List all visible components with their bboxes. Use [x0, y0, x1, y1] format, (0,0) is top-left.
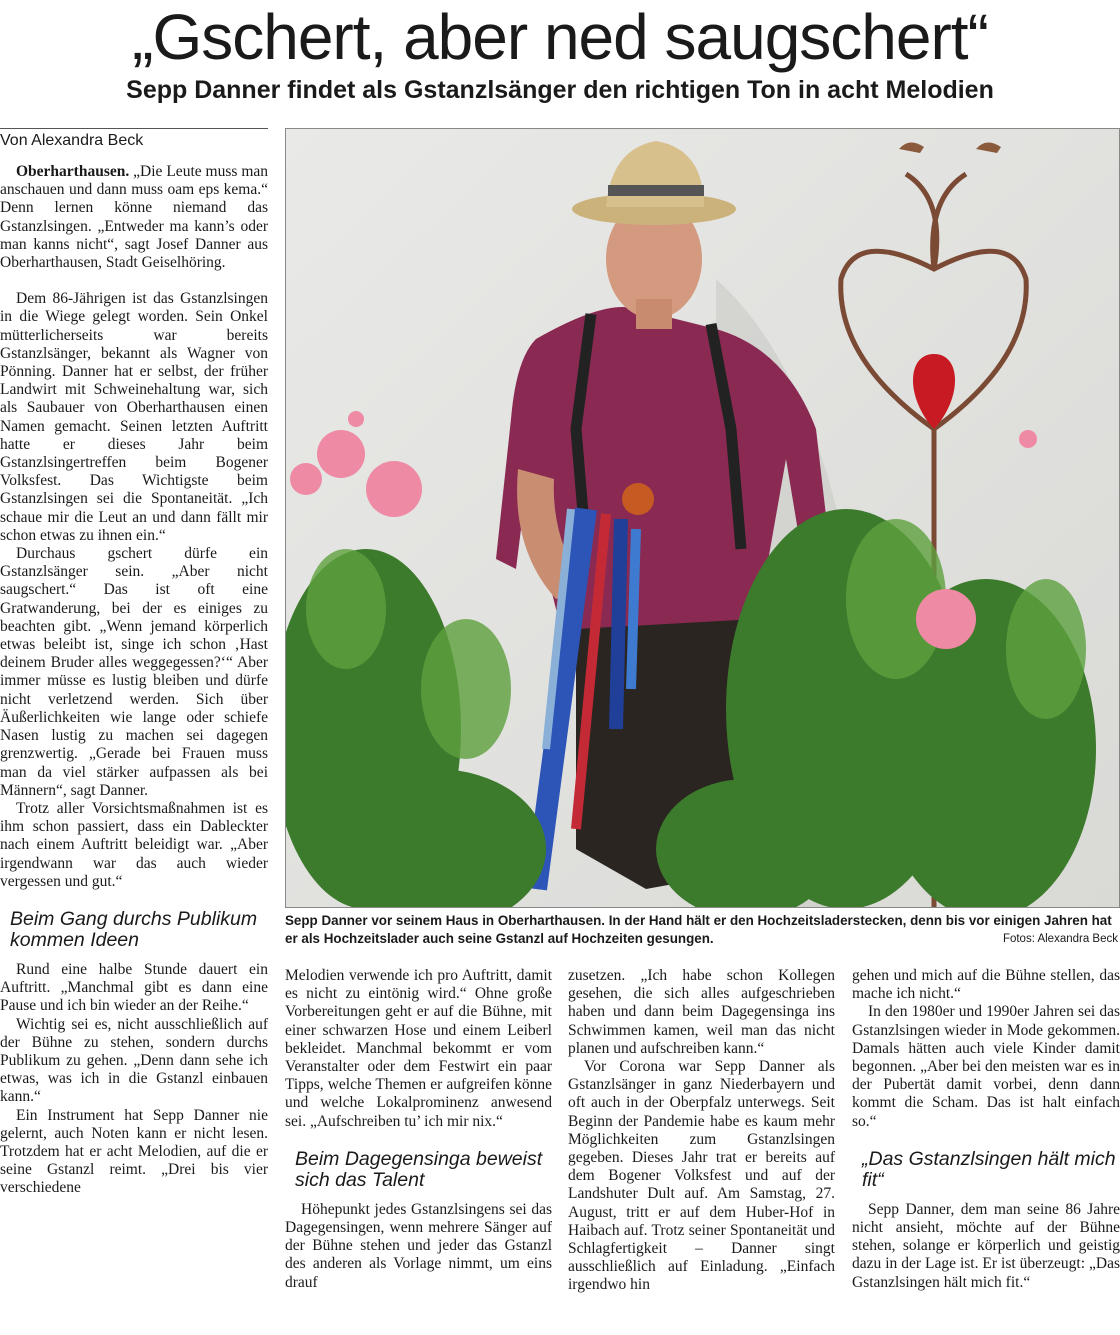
paragraph-11: Sepp Danner, dem man seine 86 Jahre nicht ansieht, möchte auf der Bühne stehen, solange er körperlich und geistig dazu in der Lage ist. Er ist überzeugt: „Das Gstanzlsingen hält mich fit.“: [852, 1200, 1120, 1291]
headline: „Gschert, aber ned saugschert“: [132, 1, 988, 73]
photo-credit: Fotos: Alexandra Beck: [1002, 933, 1118, 945]
paragraph-4: Trotz aller Vorsichtsmaßnahmen ist es ihm schon passiert, dass ein Dableckter nach einem Auftritt beleidigt war. „Aber irgendwann war das auch wieder vergessen und gut.“: [0, 799, 268, 890]
paragraph-10: In den 1980er und 1990er Jahren sei das Gstanzlsingen wieder in Mode gekommen. Damals hätten auch viele Kinder damit begonnen. „Aber bei den meisten war es in der Pubertät damit vorbei, denn dann kommt die Scham. Das ist halt einfach so.“: [852, 1003, 1120, 1130]
article-column-4: [852, 967, 1120, 1292]
byline-rule: [0, 128, 268, 129]
paragraph-8-continued: zusetzen. „Ich habe schon Kollegen gesehen, die sich alles aufgeschrieben haben und dann beim Dagegensinga ins Schwimmen kamen, weil man das nicht planen und aufschreiben kann.“: [568, 967, 835, 1057]
paragraph-7-continued: Melodien verwende ich pro Auftritt, damit es nicht zu eintönig wird.“ Ohne große Vorbereitungen geht er auf die Bühne, mit einer schwarzen Hose und einem Leiberl bekleidet. Manchmal bekommt er vom Veranstalter oder dem Festwirt ein paar Tipps, welche Themen er aufgreifen könne und welche Lokalprominenz anwesend sei. „Aufschreiben tu’ ich mir nix.“: [285, 967, 552, 1130]
paragraph-7: Ein Instrument hat Sepp Danner nie gelernt, auch Noten kann er nicht lesen. Trotzdem hat er acht Melodien, auf die er seine Gstanzl reimt. „Drei bis vier verschiedene: [0, 1106, 268, 1197]
dateline: Oberharthausen.: [16, 163, 130, 180]
article-column-1: [0, 163, 268, 1198]
paragraph-9: Vor Corona war Sepp Danner als Gstanzlsänger in ganz Niederbayern und oft auch in der Oberpfalz unterwegs. Seit Beginn der Pandemie habe es kaum mehr Möglichkeiten zum Gstanzlsingen gegeben. Dieses Jahr trat er bereits auf dem Bogener Volksfest und auf der Landshuter Dult auf. Am Samstag, 27. August, tritt er auf dem Huber-Hof in Haibach auf. Trotz seiner Spontaneität und Schlagfertigkeit – Danner singt ausschließlich auf Einladung. „Einfach irgendwo hin: [568, 1058, 835, 1294]
photo-image: [286, 129, 1120, 908]
subheading-1: Beim Gang durchs Publikum kommen Ideen: [10, 907, 258, 951]
paragraph-2: Dem 86-Jährigen ist das Gstanzlsingen in die Wiege gelegt worden. Sein Onkel mütterlicherseits war bereits Gstanzlsänger, bekannt als Wagner von Pönning. Danner hat er selbst, der früher Landwirt mit Schweinehaltung war, sich als Saubauer von Oberharthausen einen Namen gemacht. Seinen letzten Auftritt hatte er dieses Jahr beim Gstanzlsingertreffen beim Bogener Volksfest. Das Wichtigste beim Gstanzlsingen sei die Spontaneität. „Ich schaue mir die Leut an und dann fällt mir schon etwas zu ihnen ein.“: [0, 290, 268, 544]
subheadline: Sepp Danner findet als Gstanzlsänger den richtigen Ton in acht Melodien: [126, 76, 994, 104]
article-column-2: [285, 967, 552, 1292]
photo-caption: Sepp Danner vor seinem Haus in Oberharthausen. In der Hand hält er den Hochzeitsladerstecken, denn bis vor einigen Jahren hat er als Hochzeitslader auch seine Gstanzl auf Hochzeiten gesungen.: [285, 913, 1112, 946]
paragraph-8: Höhepunkt jedes Gstanzlsingens sei das Dagegensingen, wenn mehrere Sänger auf der Bühne stehen und jeder das Gstanzl des anderen als Vorlage nimmt, um eins drauf: [285, 1200, 552, 1291]
byline: Von Alexandra Beck: [0, 132, 144, 149]
article-column-3: [568, 967, 835, 1295]
paragraph-1: Oberharthausen. „Die Leute muss man anschauen und dann muss oam eps kema.“ Denn lernen könne niemand das Gstanzlsingen. „Entweder ma kann’s oder man kanns nicht“, sagt Josef Danner aus Oberharthausen, Stadt Geiselhöring.: [0, 163, 269, 272]
paragraph-6: Wichtig sei es, nicht ausschließlich auf der Bühne zu stehen, sondern durchs Publikum zu gehen. „Denn dann sehe ich etwas, was ich in die Gstanzl einbauen kann.“: [0, 1015, 268, 1106]
paragraph-5: Rund eine halbe Stunde dauert ein Auftritt. „Manchmal gibt es dann eine Pause und ich bin wieder an der Reihe.“: [0, 960, 268, 1015]
photo: [285, 128, 1120, 908]
subheading-3: „Das Gstanzlsingen hält mich fit“: [862, 1147, 1116, 1191]
paragraph-3: Durchaus gschert dürfe ein Gstanzlsänger sein. „Aber nicht saugschert.“ Das ist oft eine Gratwanderung, bei der es einiges zu beachten gibt. „Wenn jemand körperlich etwas beleibt ist, singe ich schon ‚Hast deinem Bruder alles weggegessen?‘“ Aber immer müsse es lustig bleiben und dürfe nicht verletzend werden. Sich über Äußerlichkeiten wie lange oder schiefe Nasen lustig zu machen sei dagegen grenzwertig. „Gerade bei Frauen muss man da viel stärker aufpassen als bei Männern“, sagt Danner.: [0, 545, 268, 799]
paragraph-9-continued: gehen und mich auf die Bühne stellen, das mache ich nicht.“: [852, 967, 1120, 1003]
subheading-2: Beim Dagegensinga beweist sich das Talent: [295, 1147, 543, 1191]
